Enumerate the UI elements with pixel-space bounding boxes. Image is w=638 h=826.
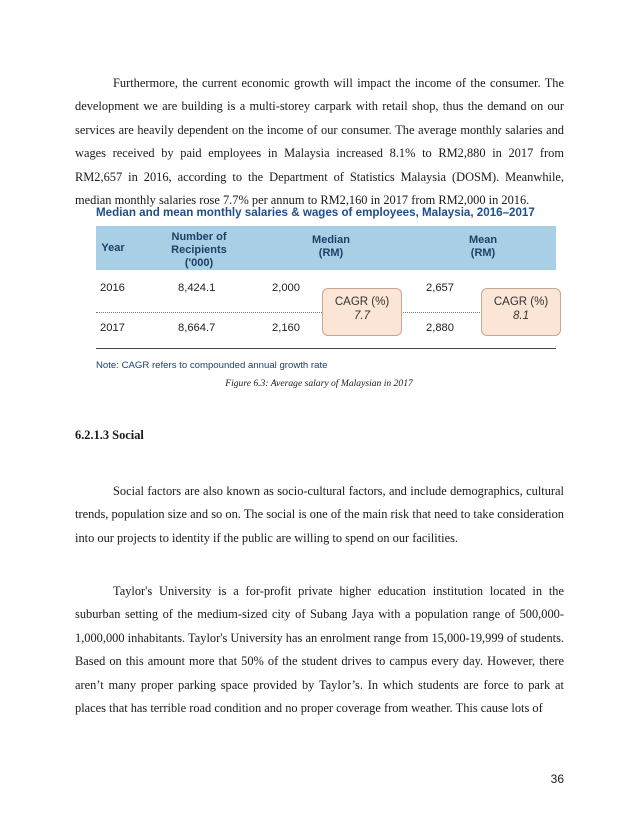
table-header <box>96 226 556 270</box>
paragraph-social <box>75 480 564 550</box>
paragraph-taylors-text: Taylor's University is a for-profit private higher education institution located in the suburban setting of the medium-sized city of Subang Jaya with a population range of 500,000-1,000,000 inhabitants. Taylor's University has an enrolment range from 15,000-19,999 of students. Based on this amount more that 50% of the student drives to campus every day. However, there aren’t many proper parking space provided by Taylor’s. In which students are force to park at places that has terrible road condition and no proper coverage from weather. This cause lots of <box>75 584 564 716</box>
salary-table <box>96 226 556 351</box>
paragraph-social-text: Social factors are also known as socio-cultural factors, and include demographics, cultural trends, population size and so on. The social is one of the main risk that need to take consideration into our projects to identity if the public are willing to spend on our facilities. <box>75 484 564 545</box>
figure-note: Note: CAGR refers to compounded annual growth rate <box>96 360 328 371</box>
row-2017-mean: 2,880 <box>426 322 454 334</box>
page-number: 36 <box>550 772 564 786</box>
row-2016-median: 2,000 <box>272 282 300 294</box>
cagr-mean-box <box>481 288 561 336</box>
header-year: Year <box>101 242 125 254</box>
paragraph-taylors <box>75 580 564 720</box>
header-mean: Mean (RM) <box>468 234 498 259</box>
header-recipients: Number of Recipients ('000) <box>171 231 227 269</box>
row-2017-year: 2017 <box>100 322 125 334</box>
header-median: Median (RM) <box>312 234 350 259</box>
cagr-median-label: CAGR (%) <box>334 296 390 308</box>
paragraph-economic-text: Furthermore, the current economic growth will impact the income of the consumer. The development we are building is a multi-storey carpark with retail shop, thus the demand on our services are heavily dependent on the income of our consumer. The average monthly salaries and wages received by paid employees in Malaysia increased 8.1% to RM2,880 in 2017 from RM2,657 in 2016, according to the Department of Statistics Malaysia (DOSM). Meanwhile, median monthly salaries rose 7.7% per annum to RM2,160 in 2017 from RM2,000 in 2016. <box>75 76 564 208</box>
row-2016-mean: 2,657 <box>426 282 454 294</box>
row-2016-recipients: 8,424.1 <box>178 282 216 294</box>
section-heading: 6.2.1.3 Social <box>75 428 144 442</box>
figure-caption: Figure 6.3: Average salary of Malaysian in 2017 <box>225 378 413 389</box>
row-2017-recipients: 8,664.7 <box>178 322 216 334</box>
cagr-mean-label: CAGR (%) <box>493 296 549 308</box>
figure-title: Median and mean monthly salaries & wages of employees, Malaysia, 2016–2017 <box>96 206 535 219</box>
paragraph-economic <box>75 72 564 212</box>
table-bottom-rule <box>96 348 556 349</box>
cagr-median-box <box>322 288 402 336</box>
cagr-mean-value: 8.1 <box>513 310 529 322</box>
row-2017-median: 2,160 <box>272 322 300 334</box>
cagr-median-value: 7.7 <box>354 310 370 322</box>
row-2016-year: 2016 <box>100 282 125 294</box>
